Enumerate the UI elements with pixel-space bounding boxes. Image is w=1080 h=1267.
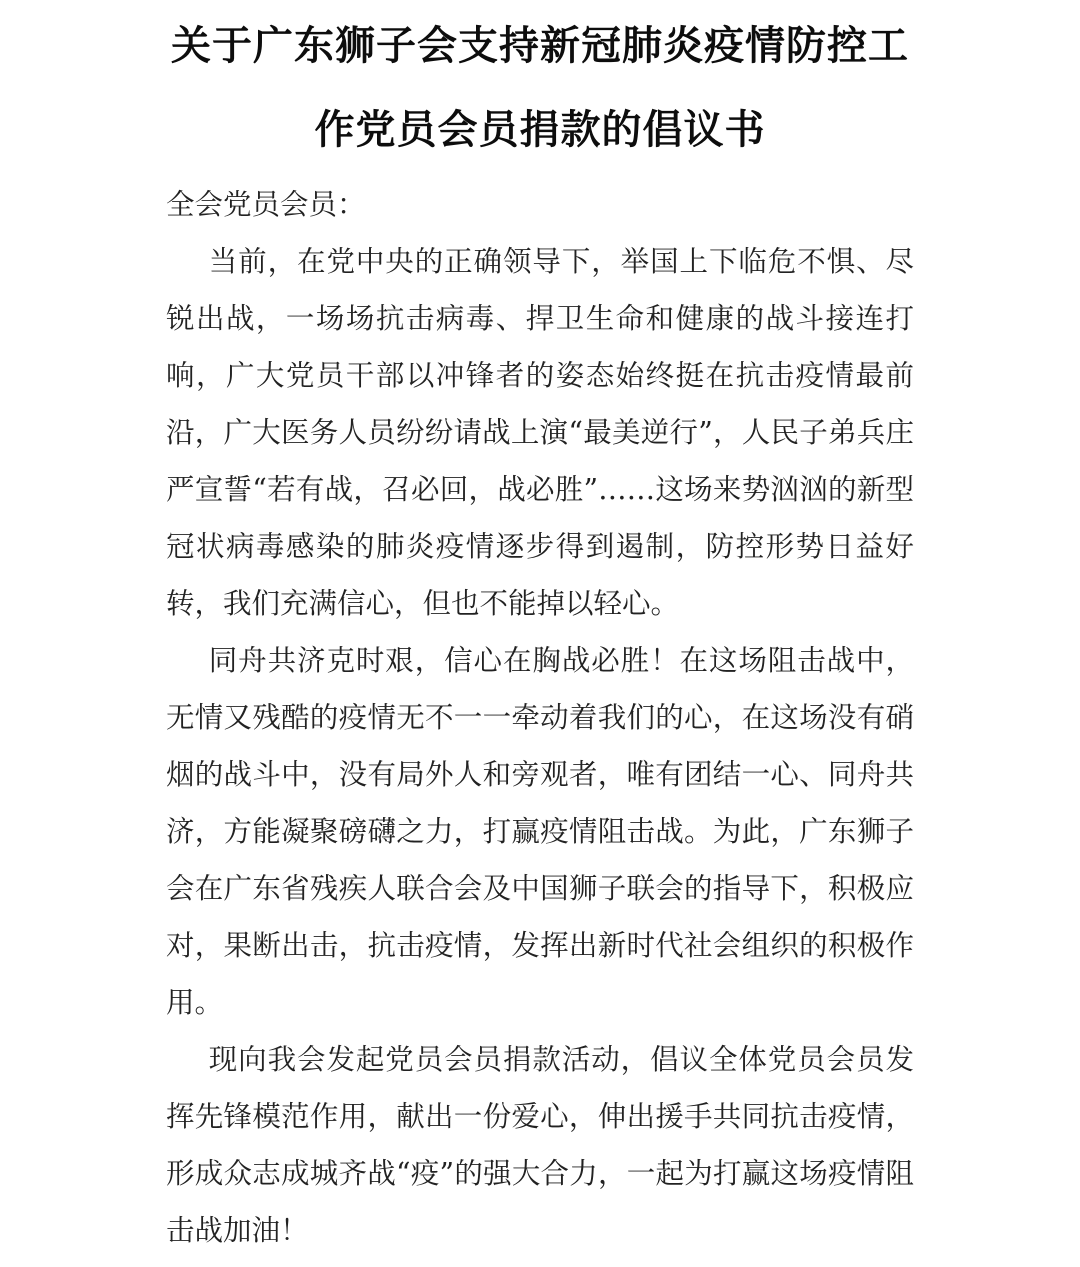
- salutation: 全会党员会员：: [166, 188, 366, 221]
- paragraph-3: 现向我会发起党员会员捐款活动，倡议全体党员会员发挥先锋模范作用，献出一份爱心，伸出援手共同抗击疫情，形成众志成城齐战“疫”的强大合力，一起为打赢这场疫情阻击战加油！: [166, 1043, 914, 1247]
- document-title: [0, 0, 1080, 172]
- document-title-line-1: 关于广东狮子会支持新冠肺炎疫情防控工: [171, 22, 909, 69]
- document-title-line-2: 作党员会员捐款的倡议书: [314, 106, 766, 153]
- paragraph-1: 当前，在党中央的正确领导下，举国上下临危不惧、尽锐出战，一场场抗击病毒、捍卫生命和健康的战斗接连打响，广大党员干部以冲锋者的姿态始终挺在抗击疫情最前沿，广大医务人员纷纷请战上演“最美逆行”，人民子弟兵庄严宣誓“若有战，召必回，战必胜”……这场来势汹汹的新型冠状病毒感染的肺炎疫情逐步得到遏制，防控形势日益好转，我们充满信心，但也不能掉以轻心。: [166, 245, 914, 620]
- document-body: [166, 176, 914, 1259]
- paragraph-2: 同舟共济克时艰，信心在胸战必胜！在这场阻击战中，无情又残酷的疫情无不一一牵动着我们的心，在这场没有硝烟的战斗中，没有局外人和旁观者，唯有团结一心、同舟共济，方能凝聚磅礴之力，打赢疫情阻击战。为此，广东狮子会在广东省残疾人联合会及中国狮子联会的指导下，积极应对，果断出击，抗击疫情，发挥出新时代社会组织的积极作用。: [166, 644, 914, 1019]
